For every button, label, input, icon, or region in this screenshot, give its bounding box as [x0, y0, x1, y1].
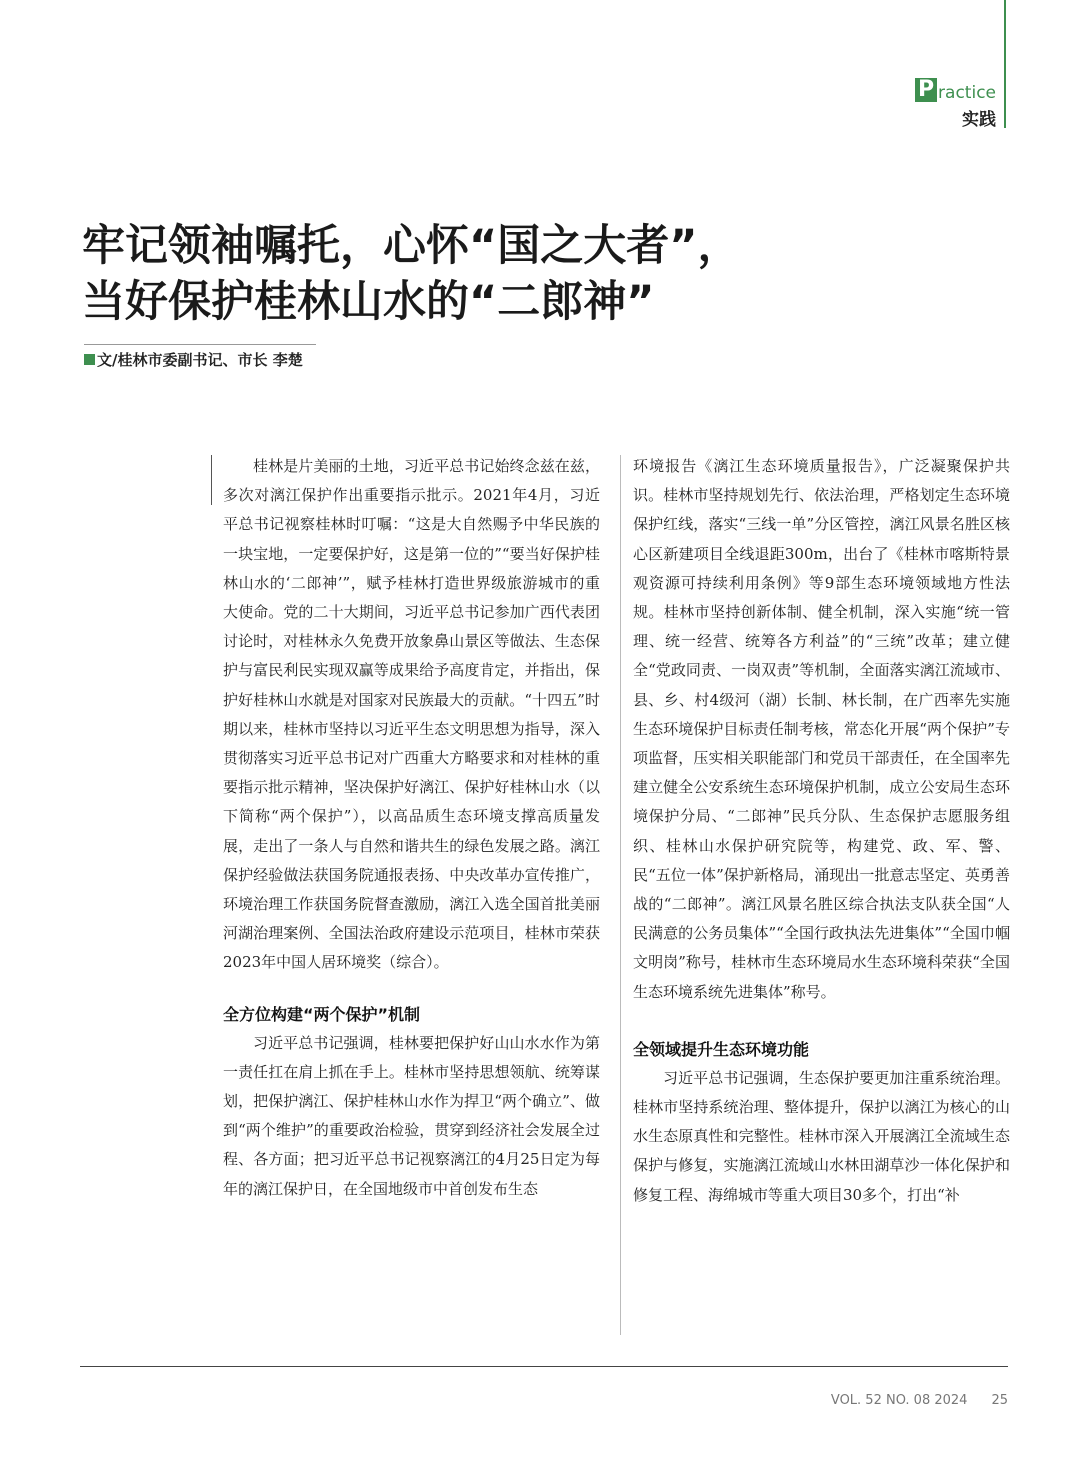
section-tag	[915, 78, 996, 130]
paragraph-section-2: 习近平总书记强调，生态保护要更加注重系统治理。桂林市坚持系统治理、整体提升，保护以漓江为核心的山水生态原真性和完整性。桂林市深入开展漓江全流域生态保护与修复，实施漓江流域山水林田湖草沙一体化保护和修复工程、海绵城市等重大项目30多个，打出“补	[633, 1068, 1010, 1204]
column-left-rule	[211, 455, 212, 505]
section-tag-chinese: 实践	[962, 110, 996, 130]
paragraph-section-1: 习近平总书记强调，桂林要把保护好山山水水作为第一责任扛在肩上抓在手上。桂林市坚持思想领航、统筹谋划，把保护漓江、保护桂林山水作为捍卫“两个确立”、做到“两个维护”的重要政治检验，贯穿到经济社会发展全过程、各方面；把习近平总书记视察漓江的4月25日定为每年的漓江保护日，在全国地级市中首创发布生态	[223, 1033, 600, 1198]
byline-text: 文/桂林市委副书记、市长 李楚	[97, 351, 303, 369]
column-divider	[620, 455, 621, 1335]
byline-square-icon	[84, 354, 95, 365]
title-line-2: 当好保护桂林山水的“二郎神”	[82, 277, 655, 327]
issue-info: VOL. 52 NO. 08 2024	[830, 1393, 968, 1408]
article-title	[82, 218, 1022, 330]
section-tag-initial: P	[915, 78, 937, 102]
page-footer	[831, 1393, 1008, 1408]
footer-rule	[80, 1366, 1008, 1367]
byline	[84, 349, 303, 370]
section-heading-1: 全方位构建“两个保护”机制	[223, 1004, 421, 1024]
paragraph-intro: 桂林是片美丽的土地，习近平总书记始终念兹在兹，多次对漓江保护作出重要指示批示。2021年4月，习近平总书记视察桂林时叮嘱：“这是大自然赐予中华民族的一块宝地，一定要保护好，这是第一位的”“要当好保护桂林山水的‘二郎神’”，赋予桂林打造世界级旅游城市的重大使命。党的二十大期间，习近平总书记参加广西代表团讨论时，对桂林永久免费开放象鼻山景区等做法、生态保护与富民利民实现双赢等成果给予高度肯定，并指出，保护好桂林山水就是对国家对民族最大的贡献。“十四五”时期以来，桂林市坚持以习近平生态文明思想为指导，深入贯彻落实习近平总书记对广西重大方略要求和对桂林的重要指示批示精神，坚决保护好漓江、保护好桂林山水（以下简称“两个保护”），以高品质生态环境支撑高质量发展，走出了一条人与自然和谐共生的绿色发展之路。漓江保护经验做法获国务院通报表扬、中央改革办宣传推广，环境治理工作获国务院督查激励，漓江入选全国首批美丽河湖治理案例、全国法治政府建设示范项目，桂林市荣获2023年中国人居环境奖（综合）。	[223, 457, 600, 972]
paragraph-continued: 环境报告《漓江生态环境质量报告》，广泛凝聚保护共识。桂林市坚持规划先行、依法治理，严格划定生态环境保护红线，落实“三线一单”分区管控，漓江风景名胜区核心区新建项目全线退距300m，出台了《桂林市喀斯特景观资源可持续利用条例》等9部生态环境领域地方性法规。桂林市坚持创新体制、健全机制，深入实施“统一管理、统一经营、统筹各方利益”的“三统”改革；建立健全“党政同责、一岗双责”等机制，全面落实漓江流域市、县、乡、村4级河（湖）长制、林长制，在广西率先实施生态环境保护目标责任制考核，常态化开展“两个保护”专项监督，压实相关职能部门和党员干部责任，在全国率先建立健全公安系统生态环境保护机制，成立公安局生态环境保护分局、“二郎神”民兵分队、生态保护志愿服务组织、桂林山水保护研究院等，构建党、政、军、警、民“五位一体”保护新格局，涌现出一批意志坚定、英勇善战的“二郎神”。漓江风景名胜区综合执法支队获全国“人民满意的公务员集体”“全国行政执法先进集体”“全国巾帼文明岗”称号，桂林市生态环境局水生态环境科荣获“全国生态环境系统先进集体”称号。	[633, 457, 1010, 1001]
section-heading-2: 全领域提升生态环境功能	[633, 1039, 810, 1059]
section-vertical-rule	[1004, 0, 1006, 128]
byline-rule	[84, 344, 316, 345]
page-number: 25	[991, 1393, 1008, 1408]
column-2	[633, 452, 1010, 1210]
section-tag-english: ractice	[938, 83, 996, 103]
column-1	[223, 452, 600, 1204]
title-line-1: 牢记领袖嘱托，心怀“国之大者”，	[82, 221, 741, 271]
